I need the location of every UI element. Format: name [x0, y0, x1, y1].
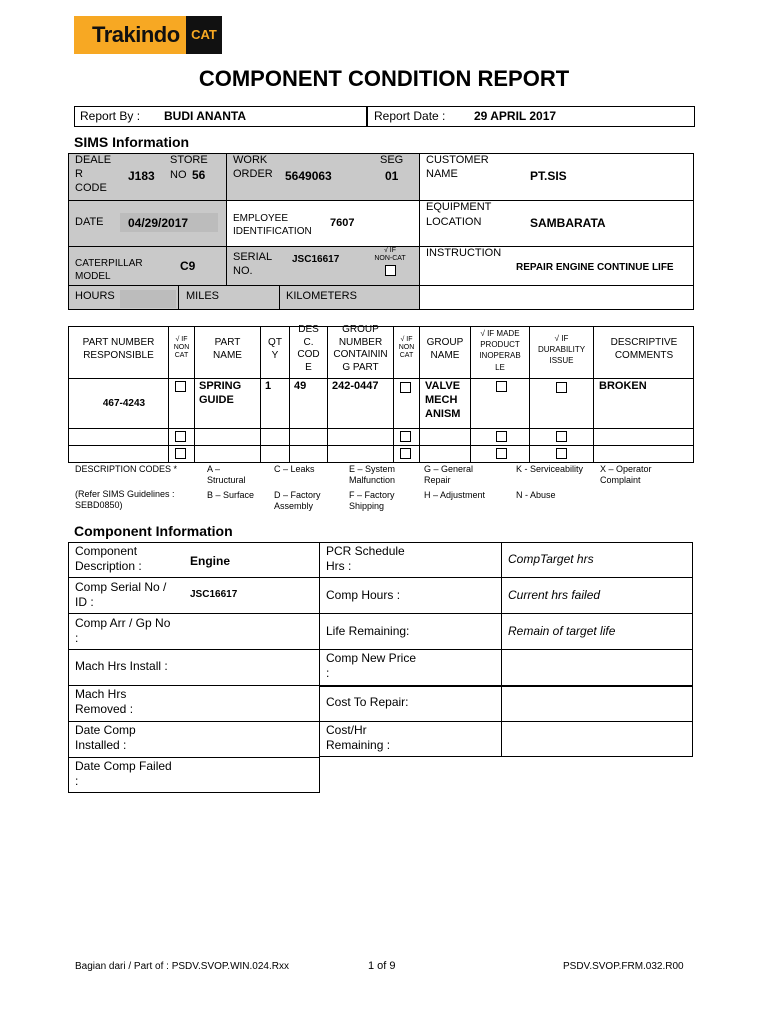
- part-name-value: SPRING GUIDE: [199, 380, 242, 406]
- report-date-value: 29 APRIL 2017: [474, 109, 557, 123]
- noncat-checkbox-row1[interactable]: [175, 381, 186, 392]
- mach-hrs-removed-label: Mach Hrs Removed :: [75, 687, 134, 716]
- group-noncat-checkbox-row3[interactable]: [400, 448, 411, 459]
- header-if-noncat-1: √ IF NON CAT: [173, 336, 190, 360]
- qty-value: 1: [265, 380, 272, 392]
- identification-label: IDENTIFICATION: [233, 226, 312, 237]
- report-date-label: Report Date :: [374, 109, 446, 123]
- instruction-value: REPAIR ENGINE CONTINUE LIFE: [516, 262, 674, 273]
- cost-to-repair-label: Cost To Repair:: [326, 695, 409, 709]
- store-no-value: 56: [192, 168, 206, 182]
- desc-code-value: 49: [294, 380, 307, 392]
- date-value: 04/29/2017: [128, 216, 189, 230]
- serial-no-value: JSC16617: [292, 254, 340, 265]
- code-g: G – General Repair: [424, 464, 474, 486]
- code-h: H – Adjustment: [424, 490, 486, 500]
- comp-hours-label: Comp Hours :: [326, 588, 401, 602]
- code-d: D – Factory Assembly: [274, 490, 321, 512]
- group-noncat-checkbox-row1[interactable]: [400, 382, 411, 393]
- description-codes-refer: (Refer SIMS Guidelines : SEBD0850): [75, 489, 175, 511]
- header-if-noncat-2: √ IF NON CAT: [398, 336, 415, 360]
- part-number-value: 467-4243: [102, 398, 146, 409]
- comp-description-label: Component Description :: [75, 544, 142, 573]
- date-comp-failed-label: Date Comp Failed :: [75, 759, 172, 788]
- instruction-label: INSTRUCTION: [426, 247, 502, 259]
- store-label: STORE: [170, 154, 208, 166]
- location-label: LOCATION: [426, 216, 482, 228]
- date-comp-installed-label: Date Comp Installed :: [75, 723, 136, 752]
- caterpillar-model-label: CATERPILLAR MODEL: [75, 258, 143, 282]
- comp-arr-label: Comp Arr / Gp No :: [75, 616, 171, 645]
- header-if-made-inoperable: √ IF MADE PRODUCT INOPERAB LE: [479, 329, 521, 372]
- footer-form-code: PSDV.SVOP.FRM.032.R00: [563, 961, 684, 972]
- store-no-label: NO: [170, 169, 187, 181]
- life-remaining-label: Life Remaining:: [326, 624, 410, 638]
- employee-id-value: 7607: [330, 217, 355, 229]
- header-desc-code: DES C. COD E: [297, 324, 320, 373]
- report-by-label: Report By :: [80, 109, 141, 123]
- cost-hr-remaining-label: Cost/Hr Remaining :: [326, 723, 391, 752]
- code-x: X – Operator Complaint: [600, 464, 652, 486]
- work-label: WORK: [233, 154, 268, 166]
- footer-page-number: 1 of 9: [368, 960, 396, 972]
- location-value: SAMBARATA: [530, 216, 606, 230]
- model-value: C9: [180, 259, 196, 273]
- header-group-name: GROUP NAME: [426, 337, 464, 361]
- durability-checkbox-row1[interactable]: [556, 382, 567, 393]
- header-if-durability: √ IF DURABILITY ISSUE: [537, 334, 586, 366]
- group-noncat-checkbox-row2[interactable]: [400, 431, 411, 442]
- work-order-value: 5649063: [285, 169, 332, 183]
- header-descriptive-comments: DESCRIPTIVE COMMENTS: [610, 337, 678, 361]
- date-label: DATE: [75, 216, 104, 228]
- inoperable-checkbox-row1[interactable]: [496, 381, 507, 392]
- comp-serial-value: JSC16617: [190, 589, 238, 600]
- mach-hrs-install-label: Mach Hrs Install :: [75, 659, 168, 673]
- code-n: N - Abuse: [516, 490, 556, 500]
- comments-value: BROKEN: [599, 380, 647, 392]
- comp-serial-label: Comp Serial No / ID :: [75, 580, 167, 609]
- comp-new-price-label: Comp New Price :: [326, 651, 417, 680]
- code-a: A – Structural: [207, 464, 246, 486]
- customer-name-label: NAME: [426, 168, 458, 180]
- trakindo-cat-logo: [74, 16, 222, 54]
- component-heading: Component Information: [74, 523, 233, 539]
- hours-label: HOURS: [75, 290, 115, 302]
- report-by-value: BUDI ANANTA: [164, 109, 246, 123]
- header-qty: QT Y: [268, 337, 282, 361]
- pcr-schedule-label: PCR Schedule Hrs :: [326, 544, 405, 573]
- miles-label: MILES: [186, 290, 220, 302]
- seg-value: 01: [385, 169, 399, 183]
- description-codes-label: DESCRIPTION CODES *: [75, 464, 178, 474]
- employee-label: EMPLOYEE: [233, 213, 289, 224]
- code-b: B – Surface: [207, 490, 255, 500]
- footer-part-of: Bagian dari / Part of : PSDV.SVOP.WIN.024.Rxx: [75, 961, 289, 972]
- comp-hours-value: Current hrs failed: [508, 588, 601, 602]
- pcr-schedule-value: CompTarget hrs: [508, 552, 594, 566]
- customer-label: CUSTOMER: [426, 154, 489, 166]
- inoperable-checkbox-row3[interactable]: [496, 448, 507, 459]
- serial-no-label: SERIAL NO.: [233, 251, 273, 277]
- group-number-value: 242-0447: [332, 380, 379, 392]
- comp-description-value: Engine: [190, 554, 231, 568]
- code-e: E – System Malfunction: [349, 464, 396, 486]
- durability-checkbox-row2[interactable]: [556, 431, 567, 442]
- if-noncat-label: √ IF NON-CAT: [374, 247, 406, 262]
- noncat-checkbox[interactable]: [385, 265, 396, 276]
- equipment-label: EQUIPMENT: [426, 201, 492, 213]
- noncat-checkbox-row2[interactable]: [175, 431, 186, 442]
- order-label: ORDER: [233, 168, 273, 180]
- code-f: F – Factory Shipping: [349, 490, 395, 512]
- customer-name-value: PT.SIS: [530, 169, 567, 183]
- life-remaining-value: Remain of target life: [508, 624, 616, 638]
- seg-label: SEG: [380, 154, 404, 166]
- group-name-value: VALVE MECH ANISM: [425, 380, 461, 420]
- header-part-number: PART NUMBER RESPONSIBLE: [82, 337, 155, 361]
- kilometers-label: KILOMETERS: [286, 290, 357, 302]
- logo-brand-text: Trakindo: [92, 22, 180, 47]
- header-part-name: PART NAME: [213, 337, 242, 361]
- sims-heading: SIMS Information: [74, 134, 190, 150]
- durability-checkbox-row3[interactable]: [556, 448, 567, 459]
- code-c: C – Leaks: [274, 464, 315, 474]
- dealer-code-label: DEALE R CODE: [75, 154, 112, 194]
- noncat-checkbox-row3[interactable]: [175, 448, 186, 459]
- code-k: K - Serviceability: [516, 464, 584, 474]
- report-title: COMPONENT CONDITION REPORT: [198, 66, 570, 91]
- header-group-number: GROUP NUMBER CONTAININ G PART: [333, 324, 388, 373]
- dealer-code-value: J183: [128, 169, 155, 183]
- inoperable-checkbox-row2[interactable]: [496, 431, 507, 442]
- cat-logo-icon: CAT: [186, 16, 222, 54]
